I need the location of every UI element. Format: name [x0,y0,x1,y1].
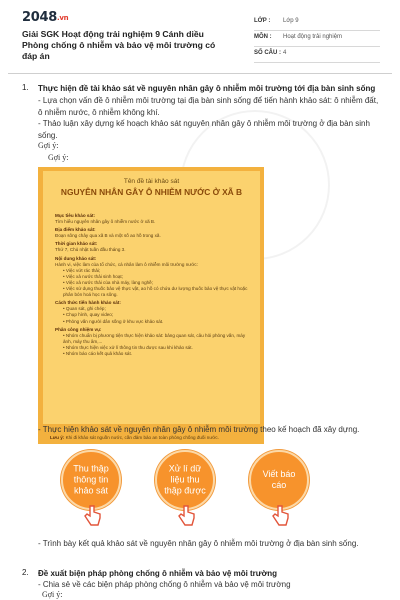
survey-card [43,171,260,424]
meta-value: Hoạt động trải nghiệm [283,34,343,40]
logo-suffix: .vn [56,14,69,22]
logo-text: 2048 [22,10,57,25]
meta-value: 4 [283,50,287,56]
survey-bullet: • Nhóm chuẩn bị phương tiện thực hiện khảo sát: bảng quan sát, câu hỏi phỏng vấn, máy ảnh, máy thu âm,... [63,332,246,344]
survey-line: Đoạn sông chảy qua xã B và một số ao hồ trong xã. [55,233,161,239]
hint-label: Gợi ý: [38,141,59,150]
meta-value: Lớp 9 [283,18,299,24]
site-logo[interactable] [22,10,68,25]
survey-line: Hành vi, việc làm của tổ chức, cá nhân làm ô nhiễm môi trường nước: [55,261,198,267]
survey-note-text: Khi đi khảo sát nguồn nước, cần đảm bảo an toàn phòng chống đuối nước. [65,435,220,440]
survey-bullet: • Chụp hình, quay video; [63,312,114,318]
survey-heading: Cách thức tiến hành khảo sát: [55,300,121,306]
step-label: Viết báo cáo [262,469,296,490]
step-label: Thu thập thông tin khảo sát [73,463,109,496]
survey-bullet-text: Quan sát, ghi chép; [65,306,106,312]
survey-bullet: • Nhóm báo cáo kết quả khảo sát. [63,350,133,356]
question-1-line-1: - Lựa chọn vấn đề ô nhiễm môi trường tại địa bàn sinh sống để tiến hành khảo sát: ô nhiễm đất, ô nhiễm nước, ô nhiễm không khí. [38,96,379,117]
question-2-number: 2. [22,568,29,577]
survey-note [50,435,258,440]
survey-heading: Nội dung khảo sát: [55,255,97,261]
survey-items [55,211,250,357]
pointing-hand-icon [177,504,195,526]
survey-bullet: • Việc xả nước thải sinh hoạt; [63,273,123,279]
survey-bullet-text: Nhóm chuẩn bị phương tiện thực hiện khảo sát: bảng quan sát, câu hỏi phỏng vấn, máy ảnh, máy thu âm,... [63,332,246,344]
step-bubble-report [249,450,309,510]
survey-heading: Địa điểm khảo sát: [55,227,96,233]
survey-bullet-text: Việc sử dụng thuốc bảo vệ thực vật, ao hồ có chứa dư lượng thuốc bảo vệ thực vật hoặc phân bón hoá học ra sông. [63,286,248,298]
pointing-hand-icon [271,504,289,526]
hint-label-2: Gợi ý: [48,153,69,162]
survey-heading: Mục tiêu khảo sát: [55,213,96,218]
question-1-text: Thực hiện đề tài khảo sát về nguyên nhân gây ô nhiễm môi trường tới địa bàn sinh sống [38,84,376,93]
meta-key: SỐ CÂU : [254,50,281,56]
survey-bullet: • Việc vứt rác thải; [63,267,101,273]
survey-bullet: • Nhóm thực hiện việc xử lí thông tin thu được sau khi khảo sát. [63,344,193,350]
steps-illustration [47,448,327,524]
question-2-text: Đề xuất biện pháp phòng chống ô nhiễm và bảo vệ môi trường [38,569,278,578]
document-title: Giải SGK Hoạt động trải nghiệm 9 Cánh diều Phòng chống ô nhiễm và bảo vệ môi trường có đáp án [22,29,216,61]
survey-bullet-text: Việc vứt rác thải; [65,267,101,273]
step-label: Xử lí dữ liệu thu thập được [164,463,206,496]
survey-bullet-text: Việc xả nước thải sinh hoạt; [65,273,123,279]
question-1-after-image: - Thực hiện khảo sát về nguyên nhân gây ô nhiễm môi trường theo kế hoạch đã xây dựng. [38,425,360,434]
meta-row-grade [254,15,380,31]
survey-heading: Phân công nhiệm vụ: [55,326,102,332]
survey-plan-image [38,167,264,444]
meta-row-subject [254,31,380,47]
meta-row-count [254,47,380,63]
survey-bullet-text: Nhóm thực hiện việc xử lí thông tin thu được sau khi khảo sát. [65,344,193,350]
survey-bullet-text: Việc xả nước thải của nhà máy, làng nghề; [65,279,154,285]
survey-bullet: • Quan sát, ghi chép; [63,306,106,312]
question-2-line: - Chia sẻ về các biện pháp phòng chống ô nhiễm và bảo vệ môi trường [38,580,291,589]
survey-heading: Thời gian khảo sát: [55,241,98,247]
pointing-hand-icon [83,504,101,526]
meta-key: LỚP : [254,18,271,24]
survey-bullet: • Việc xả nước thải của nhà máy, làng nghề; [63,279,154,285]
survey-topic-label: Tên đề tài khảo sát [123,178,180,185]
page-header [0,0,400,66]
survey-bullet-text: Nhóm báo cáo kết quả khảo sát. [65,350,133,356]
meta-table [254,15,380,63]
question-1-line-2: - Thảo luận xây dựng kế hoạch khảo sát nguyên nhân gây ô nhiễm môi trường ở địa bàn sinh sống. [38,119,370,140]
survey-line: Thứ 7, Chủ nhật tuần đầu tháng 3. [55,247,126,253]
step-bubble-process [155,450,215,510]
question-1-present: - Trình bày kết quả khảo sát về nguyên nhân gây ô nhiễm môi trường ở địa bàn sinh sống. [38,539,359,548]
meta-key: MÔN : [254,34,272,40]
survey-bullet: • Phỏng vấn người dân sống ở khu vực khảo sát. [63,318,164,324]
survey-bullet: • Việc sử dụng thuốc bảo vệ thực vật, ao hồ có chứa dư lượng thuốc bảo vệ thực vật hoặc phân bón hoá học ra sông. [63,286,248,298]
survey-topic: NGUYÊN NHÂN GÂY Ô NHIỄM NƯỚC Ở XÃ B [60,187,243,197]
survey-line: Tìm hiểu nguyên nhân gây ô nhiễm nước ở xã B. [55,219,156,225]
question-1-number: 1. [22,83,29,92]
survey-bullet-text: Chụp hình, quay video; [65,312,114,318]
step-bubble-collect [61,450,121,510]
survey-note-label: Lưu ý: [50,435,65,440]
survey-bullet-text: Phỏng vấn người dân sống ở khu vực khảo sát. [65,318,164,324]
header-divider [8,73,392,74]
question-2-hint: Gợi ý: [42,590,63,599]
